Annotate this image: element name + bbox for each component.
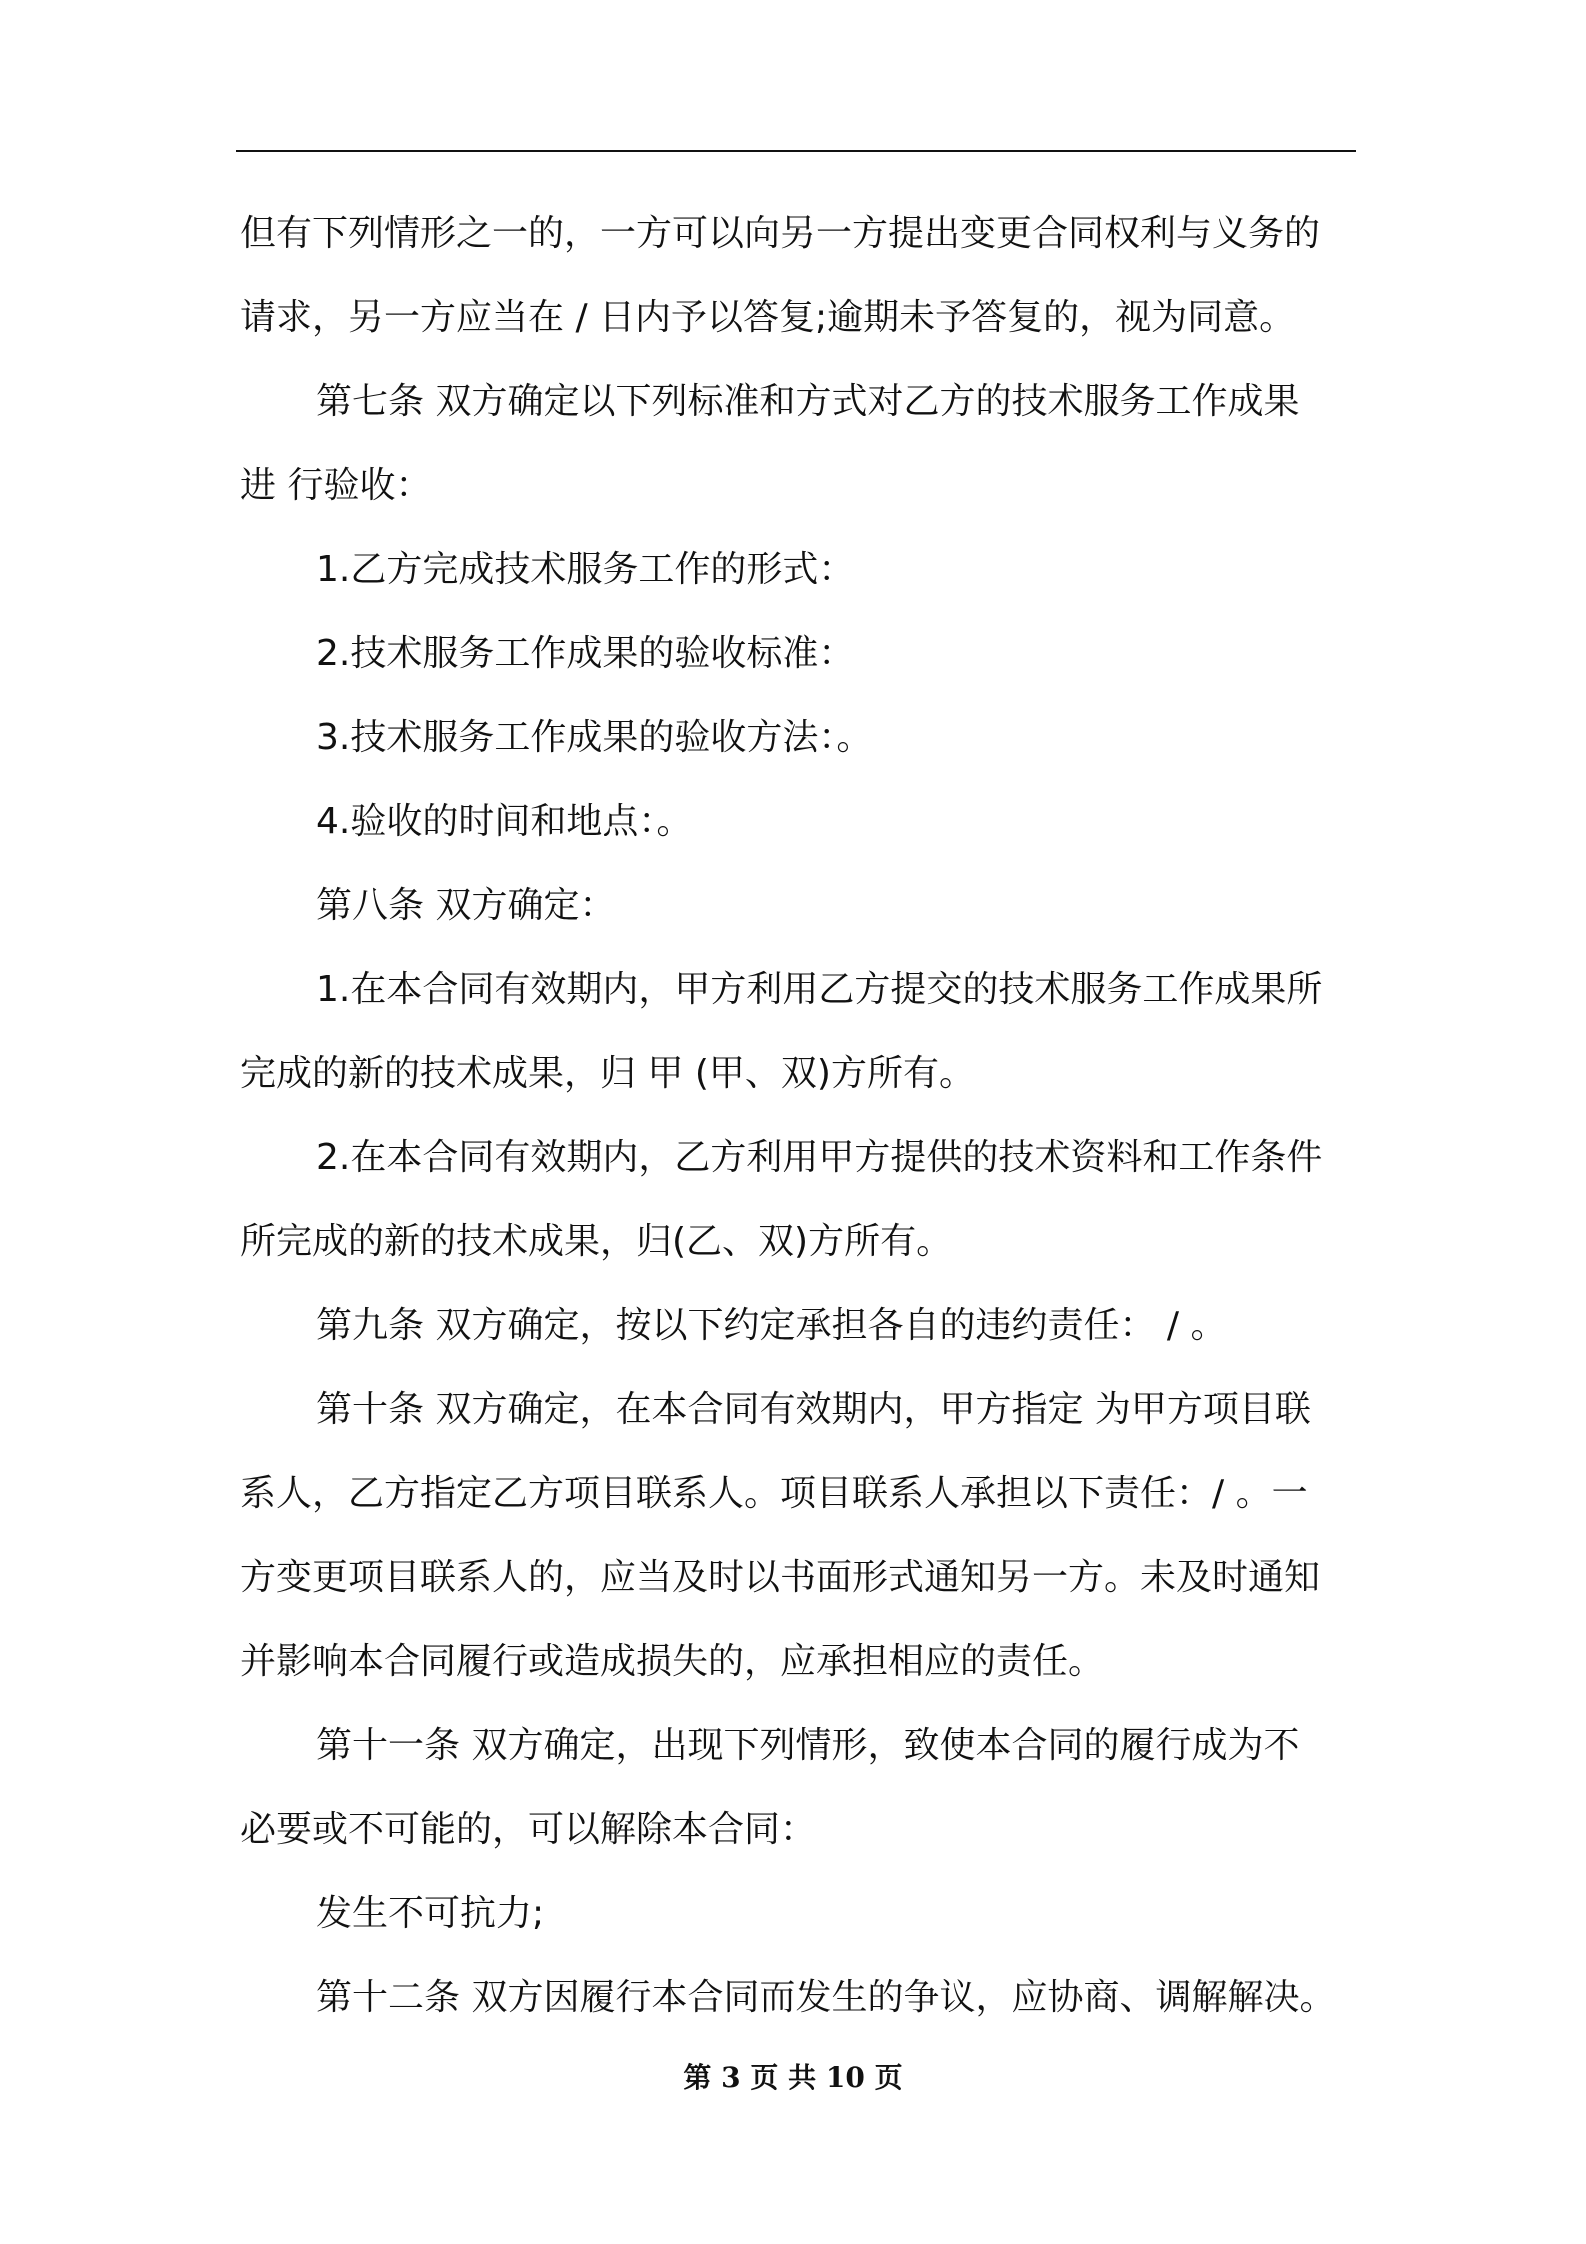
contract-body	[240, 192, 1358, 2040]
text-line: 第十二条 双方因履行本合同而发生的争议，应协商、调解解决。	[316, 1977, 1336, 2018]
text-line: 1.在本合同有效期内，甲方利用乙方提交的技术服务工作成果所	[316, 969, 1323, 1010]
page-number: 第 3 页 共 10 页	[683, 2061, 903, 2094]
text-line: 发生不可抗力;	[316, 1893, 545, 1934]
text-line: 1.乙方完成技术服务工作的形式：	[316, 549, 855, 590]
text-line: 第十条 双方确定，在本合同有效期内，甲方指定 为甲方项目联	[316, 1389, 1311, 1430]
text-line: 并影响本合同履行或造成损失的，应承担相应的责任。	[240, 1641, 1105, 1682]
header-rule	[236, 150, 1356, 152]
text-line: 3.技术服务工作成果的验收方法：。	[316, 717, 873, 758]
text-line: 请求，另一方应当在 / 日内予以答复;逾期未予答复的，视为同意。	[240, 297, 1296, 338]
text-line: 第九条 双方确定，按以下约定承担各自的违约责任： / 。	[316, 1305, 1227, 1346]
text-line: 但有下列情形之一的，一方可以向另一方提出变更合同权利与义务的	[240, 213, 1321, 254]
text-line: 2.在本合同有效期内，乙方利用甲方提供的技术资料和工作条件	[316, 1137, 1323, 1178]
text-line: 2.技术服务工作成果的验收标准：	[316, 633, 855, 674]
text-line: 方变更项目联系人的，应当及时以书面形式通知另一方。未及时通知	[240, 1557, 1321, 1598]
text-line: 系人，乙方指定乙方项目联系人。项目联系人承担以下责任：/ 。一	[240, 1473, 1308, 1514]
text-line: 必要或不可能的，可以解除本合同：	[240, 1809, 817, 1850]
text-line: 所完成的新的技术成果，归(乙、双)方所有。	[240, 1221, 953, 1262]
text-line: 第七条 双方确定以下列标准和方式对乙方的技术服务工作成果	[316, 381, 1300, 422]
text-line: 4.验收的时间和地点：。	[316, 801, 693, 842]
text-line: 进 行验收：	[240, 465, 432, 506]
text-line: 完成的新的技术成果，归 甲 (甲、双)方所有。	[240, 1053, 975, 1094]
text-line: 第八条 双方确定：	[316, 885, 616, 926]
text-line: 第十一条 双方确定，出现下列情形，致使本合同的履行成为不	[316, 1725, 1300, 1766]
